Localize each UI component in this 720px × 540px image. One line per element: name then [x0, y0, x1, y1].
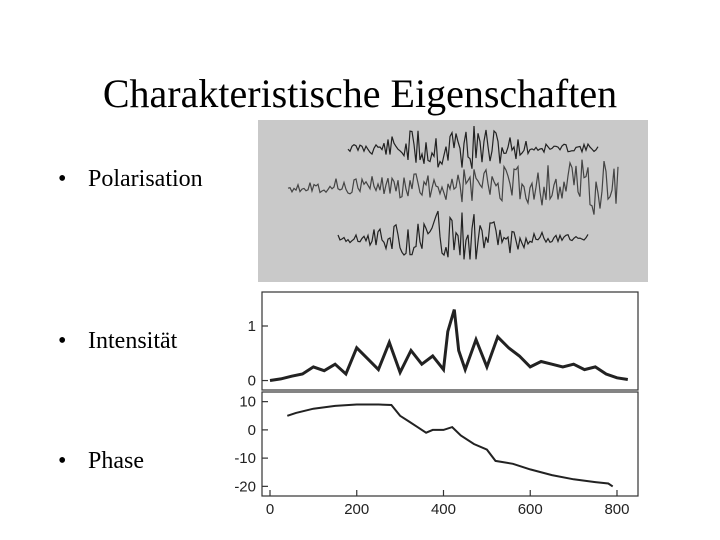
y-tick-label: -20 — [234, 478, 256, 496]
bullet-polarisation — [58, 164, 203, 194]
bullet-marker: • — [58, 166, 67, 192]
x-tick-label: 600 — [517, 501, 543, 518]
x-tick-label: 400 — [430, 501, 457, 518]
bullet-marker: • — [58, 448, 67, 474]
bullet-phase — [58, 446, 144, 476]
waveform-trace — [338, 211, 588, 259]
bullet-text: Phase — [88, 448, 144, 474]
y-tick-label: 1 — [247, 318, 256, 335]
x-tick-label: 800 — [604, 501, 630, 518]
x-tick-label: 0 — [265, 501, 275, 518]
waveform-middle — [288, 160, 618, 215]
bullet-text: Intensität — [88, 328, 178, 354]
y-tick-label: -10 — [234, 450, 256, 468]
plot-svg — [224, 288, 644, 520]
waveform-top — [348, 126, 598, 169]
y-tick-label: 0 — [247, 421, 256, 439]
y-tick-label: 0 — [247, 372, 256, 390]
intensity-phase-plot — [224, 288, 644, 525]
x-tick-label: 200 — [344, 501, 370, 518]
y-tick-label: 10 — [239, 393, 256, 411]
waveform-trace — [288, 160, 618, 215]
waveform-trace — [348, 126, 598, 169]
phase-line — [287, 405, 612, 487]
waveform-bottom — [338, 211, 588, 259]
bullet-marker: • — [58, 328, 67, 354]
bullet-intensitaet — [58, 326, 177, 356]
intensity-line — [270, 310, 628, 381]
upper-plot-frame — [262, 292, 638, 390]
polarisation-figure — [258, 120, 648, 282]
slide-title: Charakteristische Eigenschaften — [102, 71, 618, 116]
bullet-text: Polarisation — [88, 166, 203, 192]
polarisation-waveform-image — [258, 120, 648, 282]
